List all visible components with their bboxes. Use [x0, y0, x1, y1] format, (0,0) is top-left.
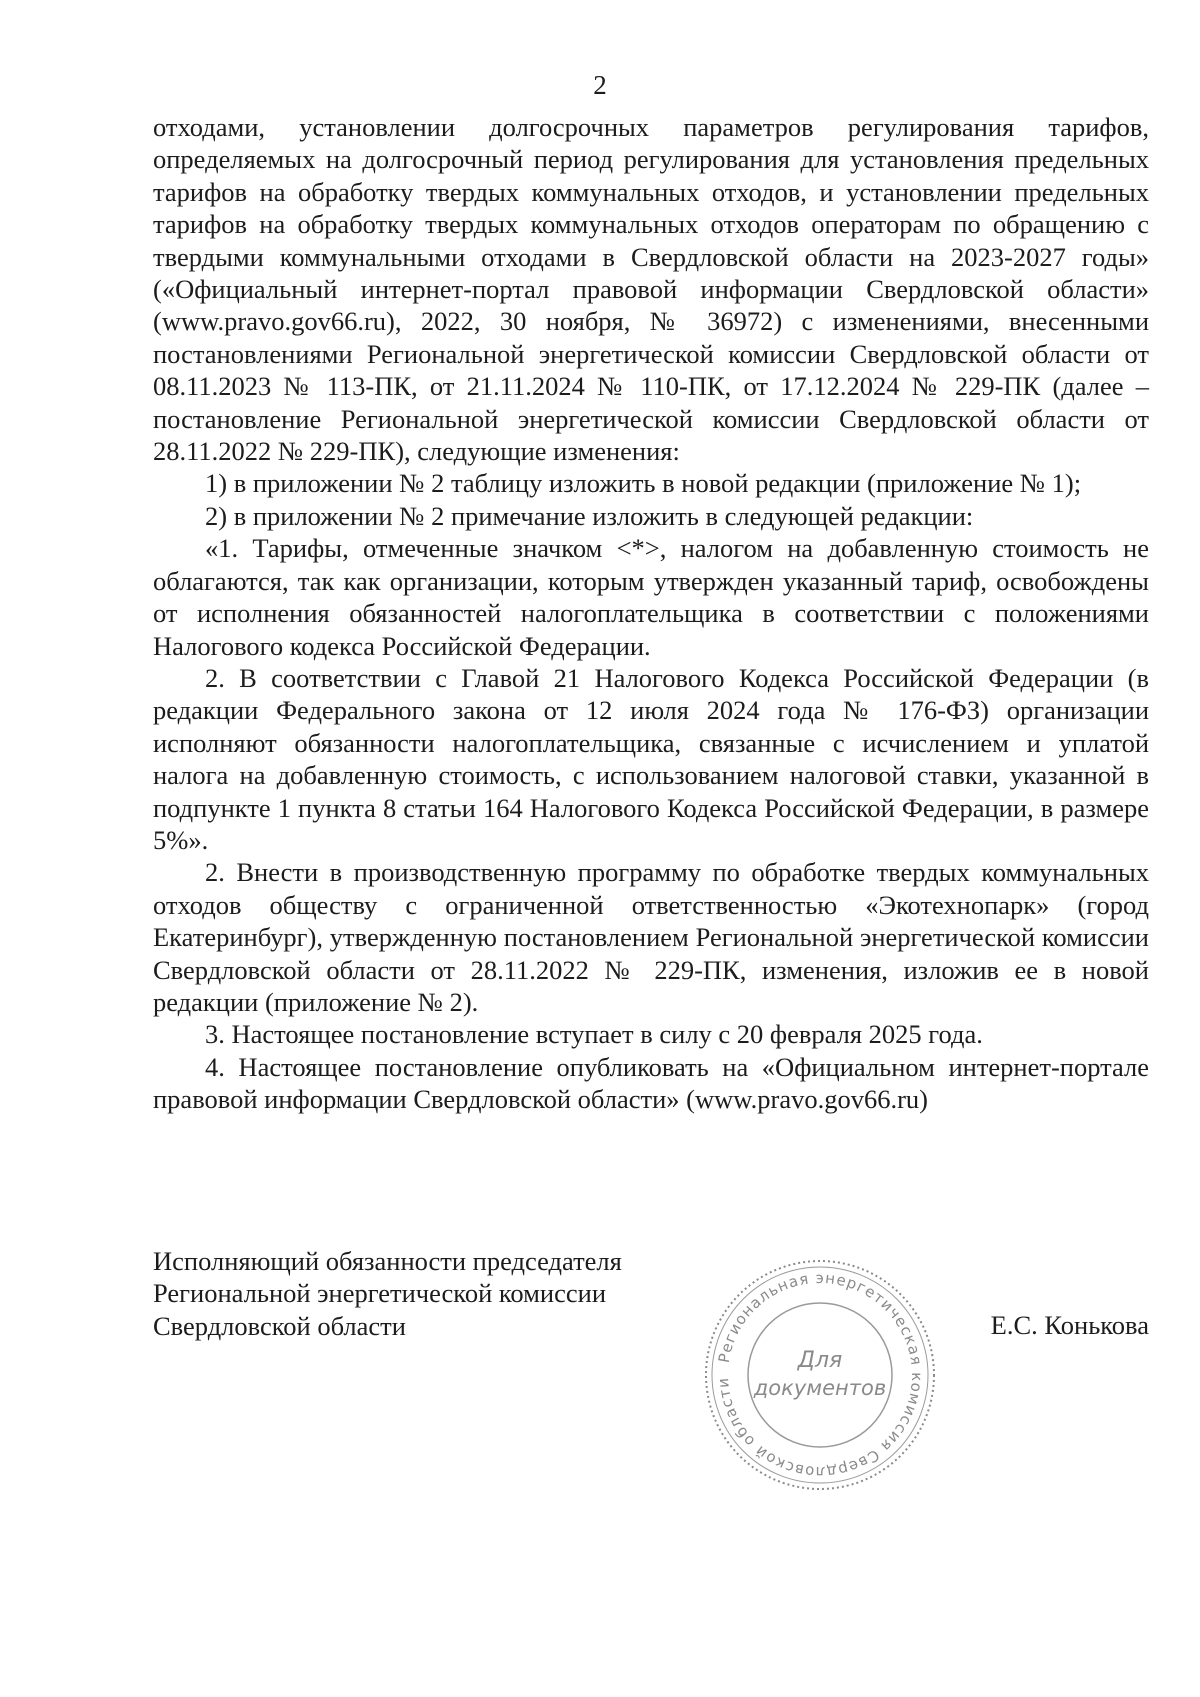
- paragraph-note-2: 2. В соответствии с Главой 21 Налогового Кодекса Российской Федерации (в редакции Федерального закона от 12 июля 2024 года № 176-ФЗ) организации исполняют обязанности налогоплательщика, связанные с исчислением и уплатой налога на добавленную стоимость, с использованием налоговой ставки, указанной в подпункте 1 пункта 8 статьи 164 Налогового Кодекса Российской Федерации, в размере 5%».: [153, 662, 1149, 855]
- stamp-graphic: [700, 1255, 940, 1495]
- svg-text:Региональная энергетическая ко: [714, 1269, 926, 1481]
- official-stamp: [700, 1255, 940, 1495]
- paragraph-point-3: 3. Настоящее постановление вступает в силу с 20 февраля 2025 года.: [205, 1019, 983, 1050]
- paragraph-point-4: 4. Настоящее постановление опубликовать на «Официальном интернет-портале правовой информации Свердловской области» (www.pravo.gov66.ru): [153, 1051, 1149, 1115]
- paragraph-item-1: 1) в приложении № 2 таблицу изложить в новой редакции (приложение № 1);: [205, 468, 1082, 499]
- paragraph-point-2: 2. Внести в производственную программу по обработке твердых коммунальных отходов обществу с ограниченной ответственностью «Экотехнопарк» (город Екатеринбург), утвержденную постановлением Региональной энергетической комиссии Свердловской области от 28.11.2022 № 229-ПК, изменения, изложив ее в новой редакции (приложение № 2).: [153, 857, 1149, 1017]
- stamp-outer-text: Региональная энергетическая комиссия Свердловской области: [713, 1268, 927, 1482]
- page-number: 2: [593, 70, 607, 100]
- paragraph-item-2: 2) в приложении № 2 примечание изложить в следующей редакции:: [205, 500, 974, 531]
- signatory-name: Е.С. Конькова: [990, 1310, 1149, 1340]
- position-line: Исполняющий обязанности председателя: [153, 1246, 622, 1276]
- stamp-center-line: документов: [753, 1376, 887, 1400]
- signatory-position: [153, 1245, 622, 1342]
- position-line: Региональной энергетической комиссии: [153, 1278, 606, 1309]
- position-line: Свердловской области: [153, 1310, 406, 1341]
- paragraph-note-1: «1. Тарифы, отмеченные значком <*>, налогом на добавленную стоимость не облагаются, так как организации, которым утвержден указанный тариф, освобождены от исполнения обязанностей налогоплательщика в соответствии с положениями Налогового кодекса Российской Федерации.: [153, 533, 1149, 661]
- stamp-center-line: Для: [797, 1348, 843, 1373]
- document-body: [153, 111, 1149, 1116]
- paragraph-continuation: отходами, установлении долгосрочных параметров регулирования тарифов, определяемых на долгосрочный период регулирования для установления предельных тарифов на обработку твердых коммунальных отходов, и установлении предельных тарифов на обработку твердых коммунальных отходов операторам по обращению с твердыми коммунальными отходами в Свердловской области на 2023-2027 годы» («Официальный интернет-портал правовой информации Свердловской области» (www.pravo.gov66.ru), 2022, 30 ноября, № 36972) с изменениями, внесенными постановлениями Региональной энергетической комиссии Свердловской области от 08.11.2023 № 113-ПК, от 21.11.2024 № 110-ПК, от 17.12.2024 № 229-ПК (далее – постановление Региональной энергетической комиссии Свердловской области от 28.11.2022 № 229-ПК), следующие изменения:: [153, 112, 1149, 467]
